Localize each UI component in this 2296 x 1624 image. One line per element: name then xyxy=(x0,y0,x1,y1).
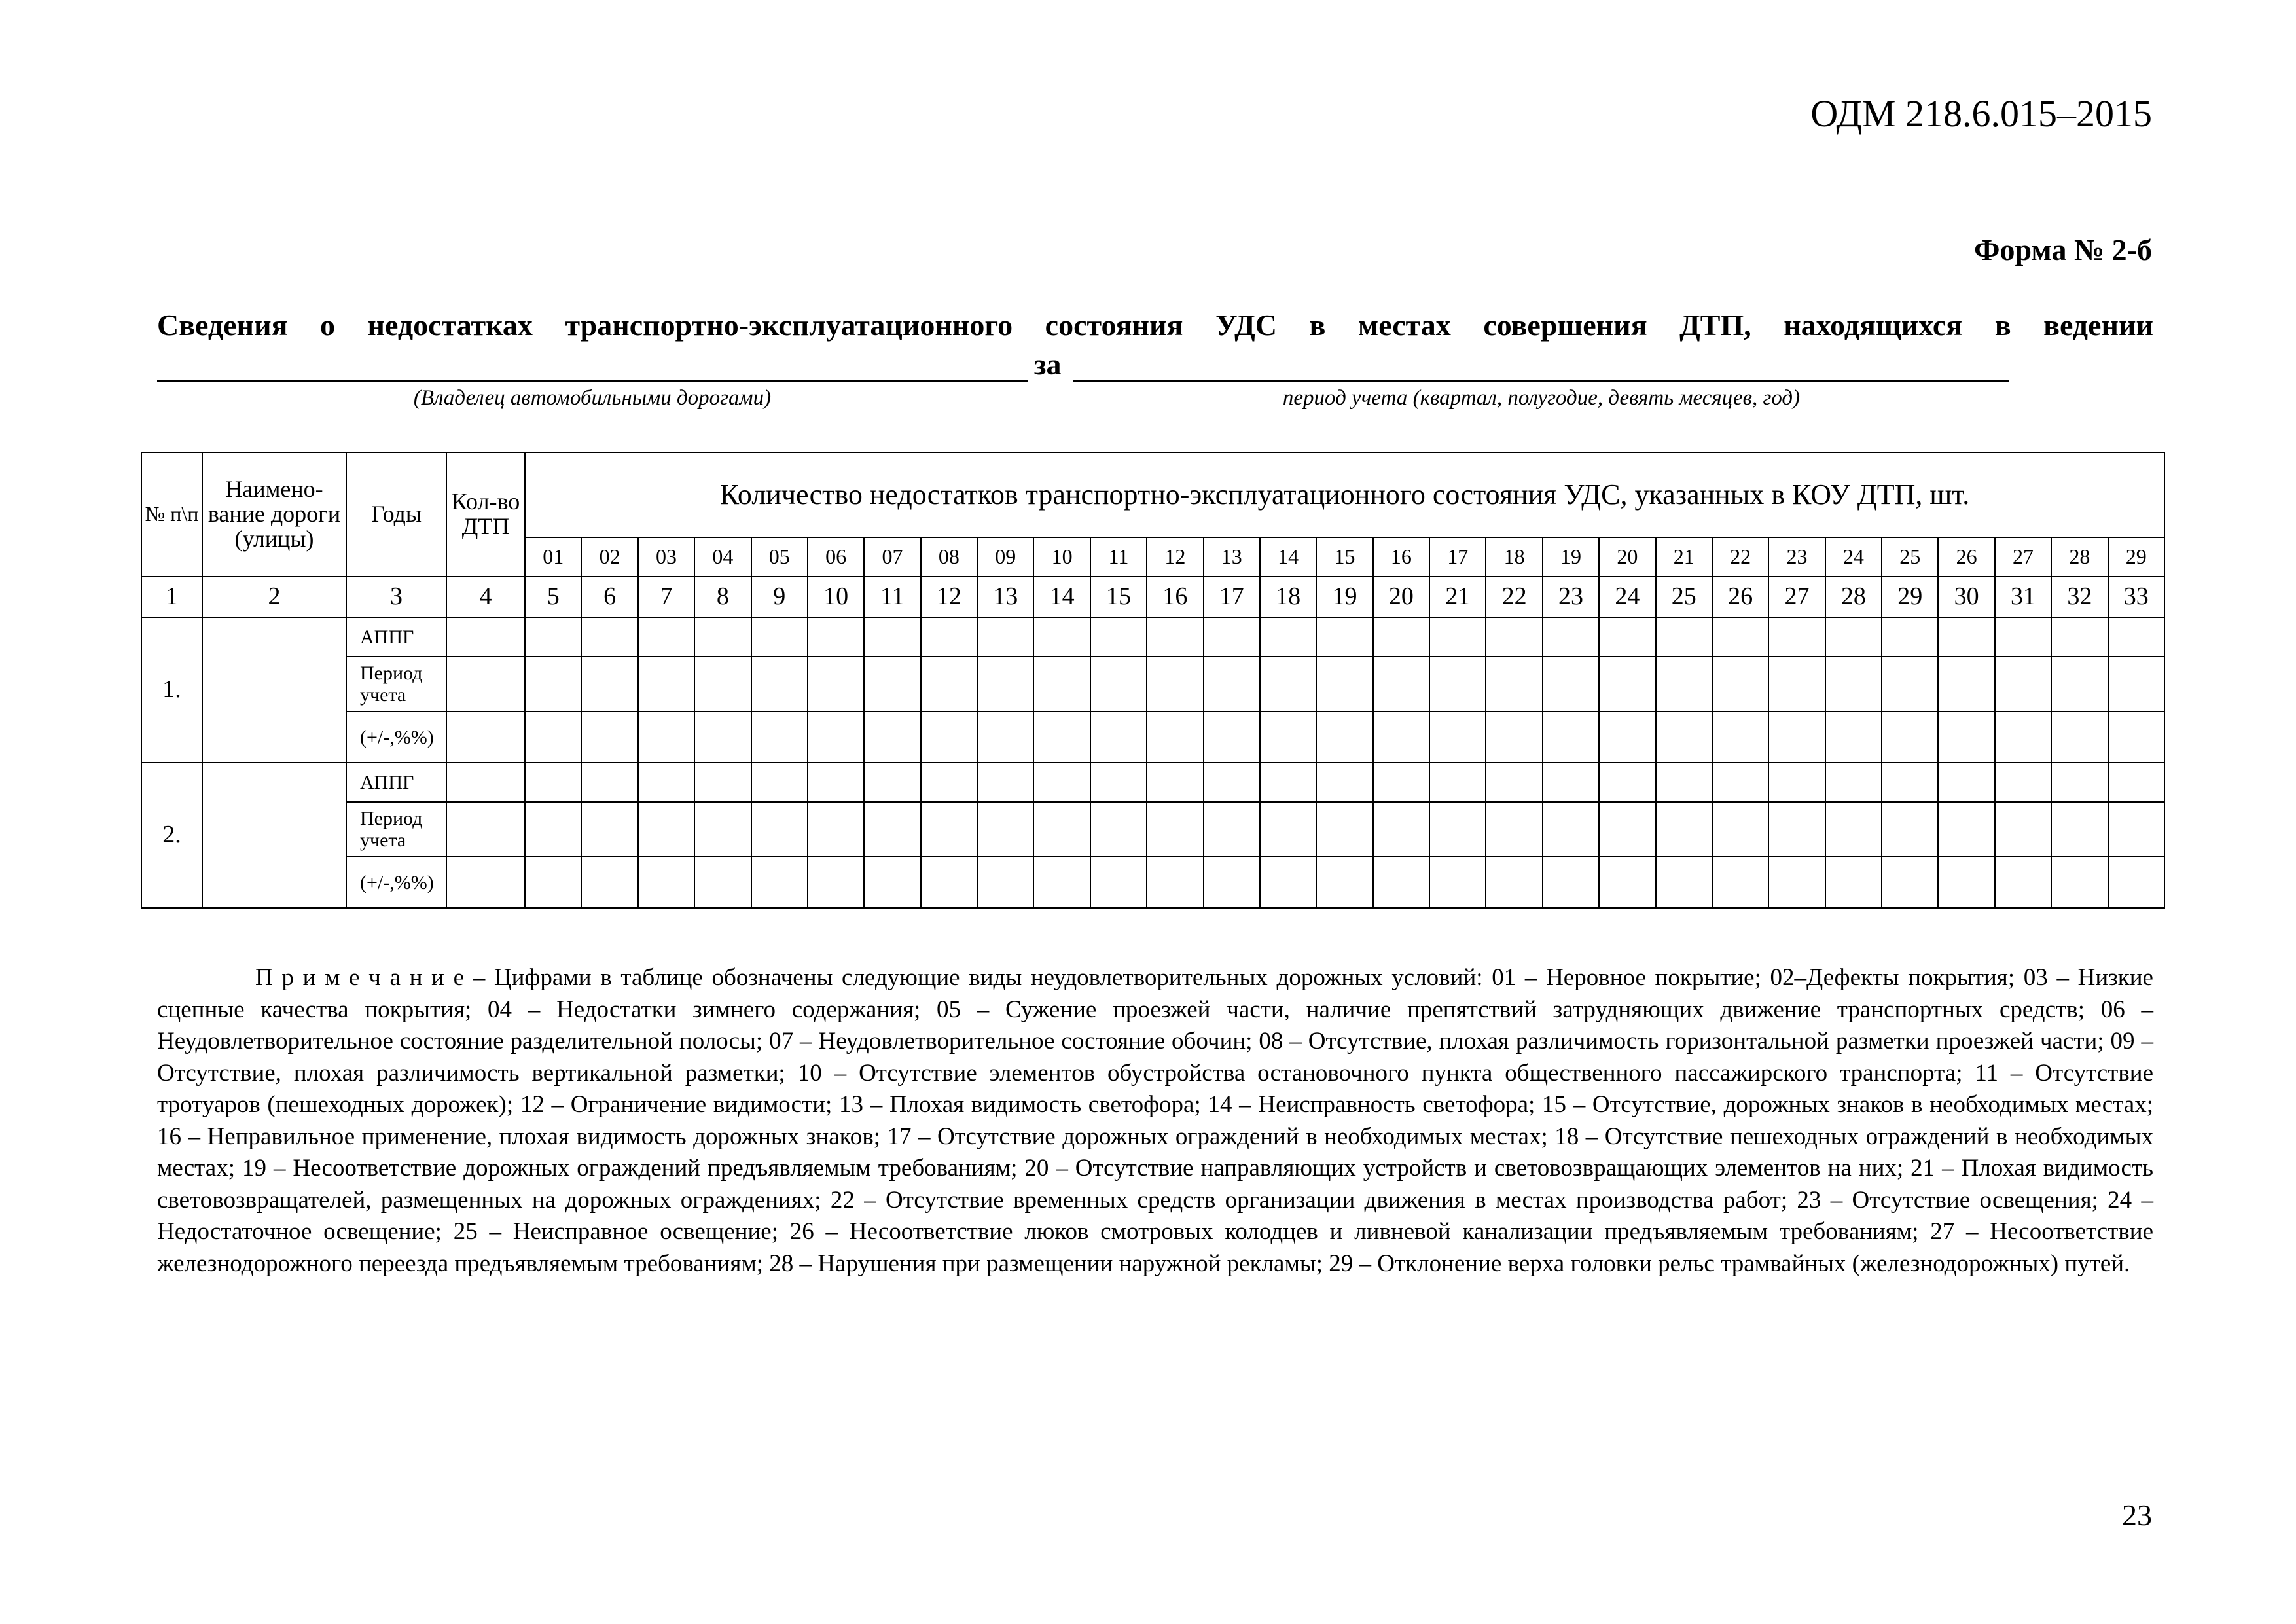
deficiency-value-cell[interactable] xyxy=(808,857,864,908)
deficiency-value-cell[interactable] xyxy=(1204,763,1260,802)
table-row xyxy=(141,617,2164,657)
dtp-count-cell[interactable] xyxy=(446,802,525,857)
note-paragraph xyxy=(157,962,2153,1280)
deficiency-value-cell[interactable] xyxy=(1768,617,1825,657)
deficiency-value-cell[interactable] xyxy=(1429,857,1486,908)
year-type-cell: Период учета xyxy=(346,802,446,857)
deficiency-code-cell: 10 xyxy=(1033,537,1090,577)
deficiency-value-cell[interactable] xyxy=(1768,802,1825,857)
deficiency-value-cell[interactable] xyxy=(1712,857,1768,908)
deficiency-value-cell[interactable] xyxy=(2051,802,2108,857)
column-number-cell: 25 xyxy=(1656,577,1712,617)
deficiency-value-cell[interactable] xyxy=(1995,617,2051,657)
column-number-cell: 26 xyxy=(1712,577,1768,617)
deficiency-code-cell: 19 xyxy=(1543,537,1599,577)
deficiency-value-cell[interactable] xyxy=(751,763,808,802)
deficiency-value-cell[interactable] xyxy=(1599,657,1655,712)
deficiency-value-cell[interactable] xyxy=(1938,712,1994,763)
header-dtp-count: Кол-во ДТП xyxy=(446,452,525,577)
deficiency-value-cell[interactable] xyxy=(1938,617,1994,657)
deficiency-value-cell[interactable] xyxy=(638,657,694,712)
deficiency-code-cell: 12 xyxy=(1147,537,1203,577)
deficiency-code-cell: 05 xyxy=(751,537,808,577)
column-number-cell: 10 xyxy=(808,577,864,617)
deficiency-value-cell[interactable] xyxy=(1373,802,1429,857)
deficiency-value-cell[interactable] xyxy=(1882,857,1938,908)
deficiency-value-cell[interactable] xyxy=(864,802,920,857)
period-fill-line[interactable] xyxy=(1073,380,2009,382)
deficiency-value-cell[interactable] xyxy=(1429,657,1486,712)
deficiency-value-cell[interactable] xyxy=(1825,657,1882,712)
deficiency-value-cell[interactable] xyxy=(1204,712,1260,763)
column-number-cell: 24 xyxy=(1599,577,1655,617)
deficiency-value-cell[interactable] xyxy=(1429,763,1486,802)
deficiency-value-cell[interactable] xyxy=(2108,617,2165,657)
deficiency-value-cell[interactable] xyxy=(2108,657,2165,712)
deficiency-value-cell[interactable] xyxy=(1938,802,1994,857)
deficiency-value-cell[interactable] xyxy=(1882,712,1938,763)
deficiency-value-cell[interactable] xyxy=(1825,857,1882,908)
deficiency-value-cell[interactable] xyxy=(1147,617,1203,657)
deficiency-value-cell[interactable] xyxy=(2051,657,2108,712)
column-number-cell: 30 xyxy=(1938,577,1994,617)
deficiency-value-cell[interactable] xyxy=(2108,712,2165,763)
deficiency-value-cell[interactable] xyxy=(1260,617,1316,657)
column-number-cell: 20 xyxy=(1373,577,1429,617)
period-caption: период учета (квартал, полугодие, девять месяцев, год) xyxy=(1282,386,1801,410)
deficiency-value-cell[interactable] xyxy=(921,657,977,712)
deficiency-value-cell[interactable] xyxy=(864,617,920,657)
table-header-row xyxy=(141,452,2164,537)
deficiency-value-cell[interactable] xyxy=(921,617,977,657)
deficiency-value-cell[interactable] xyxy=(1090,657,1147,712)
deficiency-code-cell: 29 xyxy=(2108,537,2165,577)
deficiency-value-cell[interactable] xyxy=(525,802,581,857)
deficiency-code-cell: 06 xyxy=(808,537,864,577)
road-name-cell[interactable] xyxy=(202,617,346,763)
deficiency-value-cell[interactable] xyxy=(864,763,920,802)
deficiency-code-cell: 07 xyxy=(864,537,920,577)
deficiency-value-cell[interactable] xyxy=(1656,763,1712,802)
deficiency-value-cell[interactable] xyxy=(2108,857,2165,908)
table-row xyxy=(141,712,2164,763)
column-number-cell: 23 xyxy=(1543,577,1599,617)
deficiency-code-cell: 13 xyxy=(1204,537,1260,577)
deficiency-value-cell[interactable] xyxy=(1033,857,1090,908)
dtp-count-cell[interactable] xyxy=(446,657,525,712)
deficiency-code-cell: 28 xyxy=(2051,537,2108,577)
deficiency-value-cell[interactable] xyxy=(1825,802,1882,857)
row-number: 2. xyxy=(141,763,202,908)
deficiency-value-cell[interactable] xyxy=(1316,617,1372,657)
deficiency-code-cell: 01 xyxy=(525,537,581,577)
column-number-cell: 32 xyxy=(2051,577,2108,617)
deficiency-value-cell[interactable] xyxy=(1995,657,2051,712)
deficiency-value-cell[interactable] xyxy=(1204,657,1260,712)
deficiency-value-cell[interactable] xyxy=(1373,763,1429,802)
deficiency-value-cell[interactable] xyxy=(977,802,1033,857)
deficiency-value-cell[interactable] xyxy=(921,763,977,802)
deficiency-value-cell[interactable] xyxy=(581,763,637,802)
deficiency-code-cell: 26 xyxy=(1938,537,1994,577)
deficiency-value-cell[interactable] xyxy=(1260,712,1316,763)
deficiency-value-cell[interactable] xyxy=(1147,763,1203,802)
deficiency-value-cell[interactable] xyxy=(808,802,864,857)
table-row xyxy=(141,857,2164,908)
deficiency-value-cell[interactable] xyxy=(1656,657,1712,712)
deficiency-value-cell[interactable] xyxy=(808,763,864,802)
deficiency-code-cell: 18 xyxy=(1486,537,1542,577)
column-number-cell: 12 xyxy=(921,577,977,617)
deficiency-value-cell[interactable] xyxy=(694,617,751,657)
deficiency-value-cell[interactable] xyxy=(1938,857,1994,908)
deficiency-value-cell[interactable] xyxy=(1429,802,1486,857)
deficiency-value-cell[interactable] xyxy=(1543,802,1599,857)
deficiency-value-cell[interactable] xyxy=(1260,763,1316,802)
deficiency-value-cell[interactable] xyxy=(1090,857,1147,908)
deficiency-value-cell[interactable] xyxy=(581,657,637,712)
deficiency-value-cell[interactable] xyxy=(1825,617,1882,657)
column-number-cell: 18 xyxy=(1260,577,1316,617)
table-row xyxy=(141,802,2164,857)
form-title: Сведения о недостатках транспортно-эксплуатационного состояния УДС в местах совершения ДТП, находящихся в ведении xyxy=(157,308,2153,342)
deficiency-value-cell[interactable] xyxy=(864,712,920,763)
deficiency-value-cell[interactable] xyxy=(1882,763,1938,802)
deficiency-value-cell[interactable] xyxy=(1656,712,1712,763)
deficiency-value-cell[interactable] xyxy=(2051,617,2108,657)
deficiency-value-cell[interactable] xyxy=(1882,802,1938,857)
header-deficiencies: Количество недостатков транспортно-эксплуатационного состояния УДС, указанных в КОУ ДТП, шт. xyxy=(525,452,2164,537)
deficiency-code-cell: 22 xyxy=(1712,537,1768,577)
column-number-cell: 14 xyxy=(1033,577,1090,617)
deficiency-value-cell[interactable] xyxy=(1090,802,1147,857)
owner-caption: (Владелец автомобильными дорогами) xyxy=(413,386,772,410)
deficiency-value-cell[interactable] xyxy=(581,802,637,857)
dtp-count-cell[interactable] xyxy=(446,763,525,802)
deficiency-value-cell[interactable] xyxy=(1712,712,1768,763)
deficiency-code-cell: 09 xyxy=(977,537,1033,577)
column-number-cell: 2 xyxy=(202,577,346,617)
column-number-cell: 29 xyxy=(1882,577,1938,617)
dtp-count-cell[interactable] xyxy=(446,857,525,908)
deficiency-value-cell[interactable] xyxy=(1316,712,1372,763)
deficiency-value-cell[interactable] xyxy=(1033,763,1090,802)
column-number-cell: 8 xyxy=(694,577,751,617)
deficiency-value-cell[interactable] xyxy=(751,657,808,712)
deficiency-value-cell[interactable] xyxy=(1429,617,1486,657)
deficiency-value-cell[interactable] xyxy=(1486,763,1542,802)
deficiency-value-cell[interactable] xyxy=(1373,617,1429,657)
deficiency-value-cell[interactable] xyxy=(1486,617,1542,657)
deficiency-value-cell[interactable] xyxy=(2108,802,2165,857)
deficiency-value-cell[interactable] xyxy=(1147,712,1203,763)
year-type-cell: (+/-,%%) xyxy=(346,712,446,763)
deficiency-value-cell[interactable] xyxy=(1543,617,1599,657)
header-years: Годы xyxy=(346,452,446,577)
deficiency-value-cell[interactable] xyxy=(525,857,581,908)
deficiency-value-cell[interactable] xyxy=(977,712,1033,763)
deficiency-value-cell[interactable] xyxy=(1033,657,1090,712)
deficiency-value-cell[interactable] xyxy=(1033,802,1090,857)
deficiency-code-cell: 11 xyxy=(1090,537,1147,577)
deficiency-code-cell: 21 xyxy=(1656,537,1712,577)
note-label: П р и м е ч а н и е xyxy=(255,964,465,991)
deficiency-value-cell[interactable] xyxy=(1147,657,1203,712)
road-name-cell[interactable] xyxy=(202,763,346,908)
deficiency-value-cell[interactable] xyxy=(1938,763,1994,802)
deficiency-code-cell: 08 xyxy=(921,537,977,577)
dtp-count-cell[interactable] xyxy=(446,617,525,657)
column-number-cell: 21 xyxy=(1429,577,1486,617)
column-number-cell: 22 xyxy=(1486,577,1542,617)
column-number-cell: 1 xyxy=(141,577,202,617)
deficiency-value-cell[interactable] xyxy=(1995,857,2051,908)
deficiency-value-cell[interactable] xyxy=(1712,617,1768,657)
deficiency-value-cell[interactable] xyxy=(638,802,694,857)
deficiency-value-cell[interactable] xyxy=(808,617,864,657)
deficiency-value-cell[interactable] xyxy=(1373,857,1429,908)
deficiency-value-cell[interactable] xyxy=(1090,617,1147,657)
deficiency-value-cell[interactable] xyxy=(694,657,751,712)
note-text: – Цифрами в таблице обозначены следующие виды неудовлетворительных дорожных условий: 01 – Неровное покрытие; 02–Дефекты покрытия; 03 – Низкие сцепные качества покрытия; 04 – Недостатки зимнего содержания; 05 – Сужение проезжей части, наличие препятствий затрудняющих движение транспортных средств; 06 – Неудовлетворительное состояние разделительной полосы; 07 – Неудовлетворительное состояние обочин; 08 – Отсутствие, плохая различимость горизонтальной разметки проезжей части; 09 – Отсутствие, плохая различимость вертикальной разметки; 10 – Отсутствие элементов обустройства остановочного пункта общественного пассажирского транспорта; 11 – Отсутствие тротуаров (пешеходных дорожек); 12 – Ограничение видимости; 13 – Плохая видимость светофора; 14 – Неисправность светофора; 15 – Отсутствие, дорожных знаков в необходимых местах; 16 – Неправильное применение, плохая видимость дорожных знаков; 17 – Отсутствие дорожных ограждений в необходимых местах; 18 – Отсутствие пешеходных ограждений в необходимых местах; 19 – Несоответствие дорожных ограждений предъявляемым требованиям; 20 – Отсутствие направляющих устройств и световозвращающих элементов на них; 21 – Плохая видимость световозвращателей, размещенных на дорожных ограждениях; 22 – Отсутствие временных средств организации движения в местах производства работ; 23 – Отсутствие освещения; 24 – Недостаточное освещение; 25 – Неисправное освещение; 26 – Несоответствие люков смотровых колодцев и ливневой канализации предъявляемым требованиям; 27 – Несоответствие железнодорожного переезда предъявляемым требованиям; 28 – Нарушения при размещении наружной рекламы; 29 – Отклонение верха головки рельс трамвайных (железнодорожных) путей. xyxy=(157,964,2153,1277)
row-number: 1. xyxy=(141,617,202,763)
deficiency-value-cell[interactable] xyxy=(525,712,581,763)
deficiency-value-cell[interactable] xyxy=(2108,763,2165,802)
deficiency-value-cell[interactable] xyxy=(1599,857,1655,908)
deficiency-value-cell[interactable] xyxy=(921,712,977,763)
deficiency-value-cell[interactable] xyxy=(1712,763,1768,802)
deficiency-value-cell[interactable] xyxy=(1033,617,1090,657)
deficiency-value-cell[interactable] xyxy=(1543,857,1599,908)
deficiency-value-cell[interactable] xyxy=(1712,802,1768,857)
deficiency-value-cell[interactable] xyxy=(581,617,637,657)
deficiency-value-cell[interactable] xyxy=(1995,712,2051,763)
deficiency-value-cell[interactable] xyxy=(1033,712,1090,763)
deficiency-value-cell[interactable] xyxy=(1599,712,1655,763)
deficiency-code-cell: 17 xyxy=(1429,537,1486,577)
deficiency-value-cell[interactable] xyxy=(1090,763,1147,802)
deficiency-code-cell: 20 xyxy=(1599,537,1655,577)
deficiency-value-cell[interactable] xyxy=(638,617,694,657)
deficiency-value-cell[interactable] xyxy=(1656,857,1712,908)
column-number-cell: 4 xyxy=(446,577,525,617)
year-type-cell: АППГ xyxy=(346,617,446,657)
deficiency-value-cell[interactable] xyxy=(977,763,1033,802)
dtp-count-cell[interactable] xyxy=(446,712,525,763)
deficiency-value-cell[interactable] xyxy=(1656,617,1712,657)
deficiency-value-cell[interactable] xyxy=(1316,657,1372,712)
column-number-cell: 6 xyxy=(581,577,637,617)
deficiency-value-cell[interactable] xyxy=(2051,763,2108,802)
deficiency-value-cell[interactable] xyxy=(1429,712,1486,763)
deficiency-value-cell[interactable] xyxy=(1260,857,1316,908)
deficiency-code-cell: 15 xyxy=(1316,537,1372,577)
deficiency-value-cell[interactable] xyxy=(921,857,977,908)
deficiency-value-cell[interactable] xyxy=(1656,802,1712,857)
title-za: за xyxy=(1034,348,1062,381)
deficiency-value-cell[interactable] xyxy=(1543,763,1599,802)
deficiency-value-cell[interactable] xyxy=(1373,712,1429,763)
deficiency-value-cell[interactable] xyxy=(1825,763,1882,802)
deficiency-value-cell[interactable] xyxy=(1938,657,1994,712)
deficiency-value-cell[interactable] xyxy=(1882,617,1938,657)
column-number-cell: 17 xyxy=(1204,577,1260,617)
deficiency-value-cell[interactable] xyxy=(638,763,694,802)
header-road-name: Наимено-вание дороги (улицы) xyxy=(202,452,346,577)
deficiency-code-cell: 24 xyxy=(1825,537,1882,577)
deficiency-value-cell[interactable] xyxy=(1825,712,1882,763)
year-type-cell: Период учета xyxy=(346,657,446,712)
deficiency-value-cell[interactable] xyxy=(694,763,751,802)
deficiency-value-cell[interactable] xyxy=(808,657,864,712)
deficiency-value-cell[interactable] xyxy=(1204,802,1260,857)
deficiency-value-cell[interactable] xyxy=(1995,763,2051,802)
deficiency-code-cell: 03 xyxy=(638,537,694,577)
column-number-cell: 27 xyxy=(1768,577,1825,617)
deficiency-value-cell[interactable] xyxy=(1599,802,1655,857)
table-row xyxy=(141,657,2164,712)
deficiency-value-cell[interactable] xyxy=(1260,657,1316,712)
deficiency-code-cell: 25 xyxy=(1882,537,1938,577)
deficiency-value-cell[interactable] xyxy=(1599,763,1655,802)
deficiency-value-cell[interactable] xyxy=(2051,857,2108,908)
deficiency-value-cell[interactable] xyxy=(1486,802,1542,857)
deficiency-value-cell[interactable] xyxy=(638,712,694,763)
deficiency-value-cell[interactable] xyxy=(751,712,808,763)
deficiency-value-cell[interactable] xyxy=(1543,712,1599,763)
deficiency-value-cell[interactable] xyxy=(525,657,581,712)
deficiency-value-cell[interactable] xyxy=(694,802,751,857)
deficiency-value-cell[interactable] xyxy=(1486,712,1542,763)
deficiency-value-cell[interactable] xyxy=(1204,617,1260,657)
deficiency-value-cell[interactable] xyxy=(1204,857,1260,908)
deficiency-value-cell[interactable] xyxy=(808,712,864,763)
column-number-cell: 31 xyxy=(1995,577,2051,617)
deficiency-value-cell[interactable] xyxy=(1712,657,1768,712)
deficiency-value-cell[interactable] xyxy=(1260,802,1316,857)
deficiency-value-cell[interactable] xyxy=(1373,657,1429,712)
deficiency-value-cell[interactable] xyxy=(581,857,637,908)
column-number-cell: 11 xyxy=(864,577,920,617)
deficiency-value-cell[interactable] xyxy=(864,857,920,908)
deficiency-value-cell[interactable] xyxy=(977,657,1033,712)
deficiency-code-cell: 02 xyxy=(581,537,637,577)
deficiency-value-cell[interactable] xyxy=(1316,802,1372,857)
deficiency-value-cell[interactable] xyxy=(864,657,920,712)
form-number: Форма № 2-б xyxy=(1974,233,2152,266)
deficiency-value-cell[interactable] xyxy=(977,857,1033,908)
deficiency-value-cell[interactable] xyxy=(977,617,1033,657)
deficiency-code-cell: 16 xyxy=(1373,537,1429,577)
column-number-cell: 16 xyxy=(1147,577,1203,617)
column-number-cell: 3 xyxy=(346,577,446,617)
deficiency-value-cell[interactable] xyxy=(1090,712,1147,763)
document-code: ОДМ 218.6.015–2015 xyxy=(1810,92,2152,135)
deficiency-value-cell[interactable] xyxy=(1599,617,1655,657)
deficiency-value-cell[interactable] xyxy=(1768,857,1825,908)
year-type-cell: (+/-,%%) xyxy=(346,857,446,908)
column-number-cell: 33 xyxy=(2108,577,2165,617)
deficiency-value-cell[interactable] xyxy=(921,802,977,857)
deficiency-value-cell[interactable] xyxy=(751,617,808,657)
deficiency-value-cell[interactable] xyxy=(2051,712,2108,763)
deficiency-code-cell: 14 xyxy=(1260,537,1316,577)
deficiency-value-cell[interactable] xyxy=(1147,802,1203,857)
year-type-cell: АППГ xyxy=(346,763,446,802)
column-number-cell: 28 xyxy=(1825,577,1882,617)
deficiency-value-cell[interactable] xyxy=(1768,657,1825,712)
column-number-cell: 19 xyxy=(1316,577,1372,617)
header-num: № п\п xyxy=(141,452,202,577)
deficiency-value-cell[interactable] xyxy=(751,802,808,857)
deficiency-value-cell[interactable] xyxy=(525,763,581,802)
page-number: 23 xyxy=(2122,1498,2152,1532)
deficiency-value-cell[interactable] xyxy=(694,857,751,908)
deficiency-value-cell[interactable] xyxy=(1768,763,1825,802)
column-number-cell: 9 xyxy=(751,577,808,617)
table-row xyxy=(141,763,2164,802)
deficiency-value-cell[interactable] xyxy=(525,617,581,657)
column-number-cell: 13 xyxy=(977,577,1033,617)
deficiency-value-cell[interactable] xyxy=(1486,857,1542,908)
column-number-cell: 7 xyxy=(638,577,694,617)
deficiency-value-cell[interactable] xyxy=(1543,657,1599,712)
owner-fill-line[interactable] xyxy=(157,380,1028,382)
deficiency-code-cell: 27 xyxy=(1995,537,2051,577)
deficiency-code-cell: 04 xyxy=(694,537,751,577)
deficiency-value-cell[interactable] xyxy=(1147,857,1203,908)
deficiency-value-cell[interactable] xyxy=(1768,712,1825,763)
column-numbers-row xyxy=(141,577,2164,617)
deficiency-value-cell[interactable] xyxy=(638,857,694,908)
deficiency-value-cell[interactable] xyxy=(1486,657,1542,712)
column-number-cell: 15 xyxy=(1090,577,1147,617)
deficiency-value-cell[interactable] xyxy=(1882,657,1938,712)
deficiency-table xyxy=(141,452,2165,909)
deficiency-value-cell[interactable] xyxy=(1316,763,1372,802)
deficiency-value-cell[interactable] xyxy=(581,712,637,763)
deficiency-value-cell[interactable] xyxy=(694,712,751,763)
deficiency-value-cell[interactable] xyxy=(1316,857,1372,908)
deficiency-code-cell: 23 xyxy=(1768,537,1825,577)
column-number-cell: 5 xyxy=(525,577,581,617)
deficiency-value-cell[interactable] xyxy=(751,857,808,908)
deficiency-value-cell[interactable] xyxy=(1995,802,2051,857)
